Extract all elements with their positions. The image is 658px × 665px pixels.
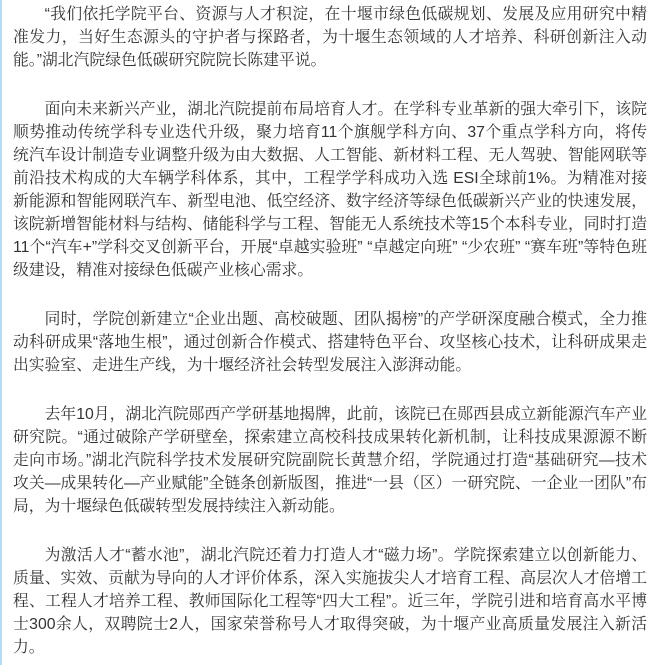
paragraph-talent-cultivation: 面向未来新兴产业，湖北汽院提前布局培育人才。在学科专业革新的强大牵引下，该院顺势推动传统学科专业迭代升级，聚力培育11个旗舰学科方向、37个重点学科方向，将传统汽车设计制造专业调整升级为由大数据、人工智能、新材料工程、无人驾驶、智能网联等前沿技术构成的大车辆学科体系，其中，工程学学科成功入选 ESI全球前1%。为精准对接新能源和智能网联汽车、新型电池、低空经济、数字经济等绿色低碳新兴产业的快速发展，该院新增智能材料与结构、储能科学与工程、智能无人系统技术等15个本科专业，同时打造11个“汽车+”学科交叉创新平台，开展“卓越实验班” “卓越定向班” “少农班” “赛车班”等特色班级建设，精准对接绿色低碳产业核心需求。: [13, 101, 647, 279]
paragraph-talent-pool: 为激活人才“蓄水池”，湖北汽院还着力打造人才“磁力场”。学院探索建立以创新能力、质量、实效、贡献为导向的人才评价体系，深入实施拔尖人才培育工程、高层次人才倍增工程、工程人才培养工程、教师国际化工程等“四大工程”。近三年，学院引进和培育高水平博士300余人，双聘院士2人，国家荣誉称号人才取得突破，为十堰产业高质量发展注入新活力。: [13, 547, 647, 656]
paragraph-yunxi-base: 去年10月，湖北汽院郧西产学研基地揭牌，此前，该院已在郧西县成立新能源汽车产业研究院。“通过破除产学研壁垒，探索建立高校科技成果转化新机制，让科技成果源源不断走向市场。”湖北汽院科学技术发展研究院副院长黄慧介绍，学院通过打造“基础研究—技术攻关—成果转化—产业赋能”全链条创新版图，推进“一县（区）一研究院、一企业一团队”布局，为十堰绿色低碳转型发展持续注入新动能。: [13, 406, 647, 515]
paragraph-industry-university-research: 同时，学院创新建立“企业出题、高校破题、团队揭榜”的产学研深度融合模式，全力推动科研成果“落地生根”，通过创新合作模式、搭建特色平台、攻坚核心技术，让科研成果走出实验室、走进生产线，为十堰经济社会转型发展注入澎湃动能。: [13, 311, 647, 374]
left-edge-divider: [0, 0, 2, 665]
paragraph-quote-intro: “我们依托学院平台、资源与人才积淀，在十堰市绿色低碳规划、发展及应用研究中精准发力，当好生态源头的守护者与探路者，为十堰生态领域的人才培养、科研创新注入动能。”湖北汽院绿色低碳研究院院长陈建平说。: [13, 6, 647, 69]
